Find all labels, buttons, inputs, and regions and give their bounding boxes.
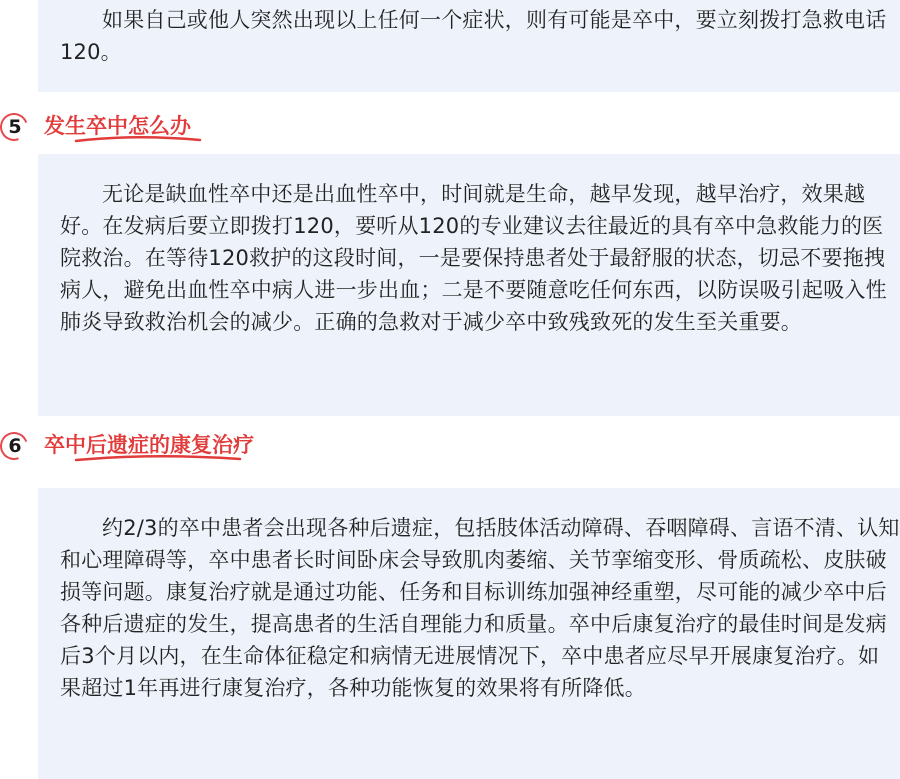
brush-underline-icon: [74, 132, 204, 146]
section6-number: 6: [8, 435, 22, 457]
section5-paragraph: 无论是缺血性卒中还是出血性卒中，时间就是生命，越早发现，越早治疗，效果越好。在发病后要立即拨打120，要听从120的专业建议去往最近的具有卒中急救能力的医院救治。在等待120救护的这段时间，一是要保持患者处于最舒服的状态，切忌不要拖拽病人，避免出血性卒中病人进一步出血；二是不要随意吃任何东西，以防误吸引起吸入性肺炎导致救治机会的减少。正确的急救对于减少卒中致残致死的发生至关重要。: [60, 182, 887, 334]
section6-heading: [0, 425, 400, 469]
section4-paragraph: 如果自己或他人突然出现以上任何一个症状，则有可能是卒中，要立刻拨打急救电话120。: [60, 8, 887, 64]
section4-content-box: [38, 0, 900, 92]
brush-underline-icon: [74, 451, 244, 465]
section5-title: 发生卒中怎么办: [44, 114, 191, 138]
section6-paragraph: 约2/3的卒中患者会出现各种后遗症，包括肢体活动障碍、吞咽障碍、言语不清、认知和心理障碍等，卒中患者长时间卧床会导致肌肉萎缩、关节挛缩变形、骨质疏松、皮肤破损等问题。康复治疗就是通过功能、任务和目标训练加强神经重塑，尽可能的减少卒中后各种后遗症的发生，提高患者的生活自理能力和质量。卒中后康复治疗的最佳时间是发病后3个月以内，在生命体征稳定和病情无进展情况下，卒中患者应尽早开展康复治疗。如果超过1年再进行康复治疗，各种功能恢复的效果将有所降低。: [60, 516, 900, 700]
section5-heading: [0, 106, 400, 150]
section6-title: 卒中后遗症的康复治疗: [44, 433, 254, 457]
section5-content-box: [38, 154, 900, 416]
section5-number: 5: [8, 116, 22, 138]
section6-content-box: [38, 488, 900, 779]
